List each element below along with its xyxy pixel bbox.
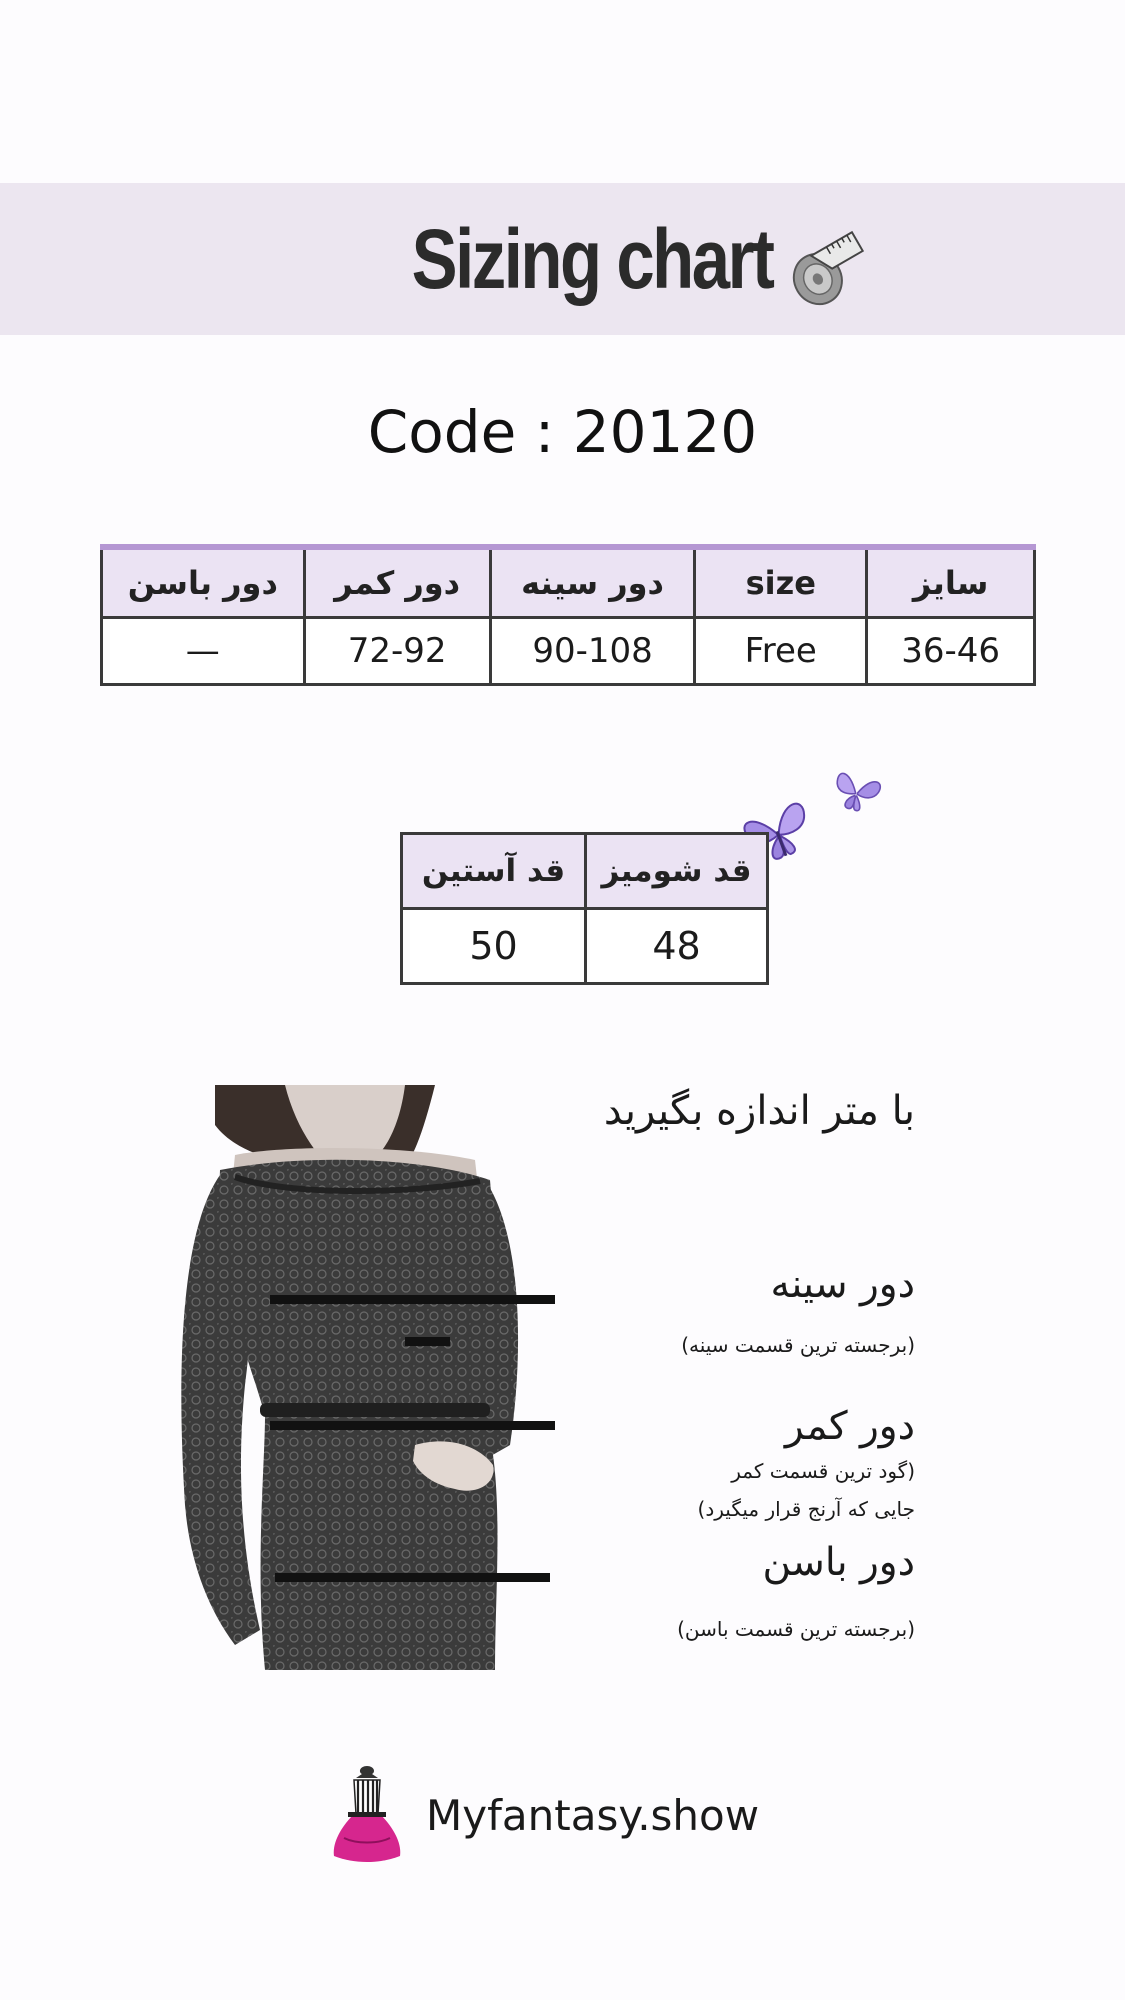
waist-value: 72-92: [304, 618, 490, 685]
hip-header: دور باسن: [102, 547, 305, 618]
title-banner: [0, 183, 1125, 335]
hip-value: —: [102, 618, 305, 685]
waist-label: دور کمر: [784, 1404, 915, 1449]
butterfly-small-icon: [830, 765, 884, 817]
size-fa-header: سایز: [867, 547, 1035, 618]
model-photo: [175, 1085, 555, 1670]
dress-logo-icon: [330, 1764, 404, 1866]
size-fa-value: 36-46: [867, 618, 1035, 685]
bust-header: دور سینه: [490, 547, 695, 618]
product-code: Code : 20120: [367, 398, 758, 466]
brand-footer: [330, 1760, 759, 1870]
bust-value: 90-108: [490, 618, 695, 685]
waist-header: دور کمر: [304, 547, 490, 618]
blouse-length-header: قد شومیز: [586, 834, 768, 909]
brand-name: Myfantasy.show: [426, 1790, 760, 1840]
size-en-value: Free: [695, 618, 867, 685]
bust-label: دور سینه: [770, 1262, 915, 1307]
length-table-row: [402, 909, 768, 984]
length-table-header-row: [402, 834, 768, 909]
sleeve-length-value: 50: [402, 909, 586, 984]
page-title: Sizing chart: [412, 211, 773, 306]
bust-note: (برجسته ترین قسمت سینه): [681, 1333, 915, 1357]
measuring-tape-icon: [780, 222, 878, 312]
guide-title: با متر اندازه بگیرید: [603, 1088, 915, 1134]
hip-label: دور باسن: [762, 1540, 915, 1585]
length-table: [400, 832, 769, 985]
blouse-length-value: 48: [586, 909, 768, 984]
size-table: [100, 544, 1036, 686]
waist-note-line1: (گود ترین قسمت کمر: [731, 1459, 915, 1483]
size-table-row: [102, 618, 1035, 685]
sleeve-length-header: قد آستین: [402, 834, 586, 909]
waist-note-line2: جایی که آرنج قرار میگیرد): [697, 1497, 915, 1521]
hip-note: (برجسته ترین قسمت باسن): [677, 1617, 915, 1641]
size-table-header-row: [102, 547, 1035, 618]
size-en-header: size: [695, 547, 867, 618]
